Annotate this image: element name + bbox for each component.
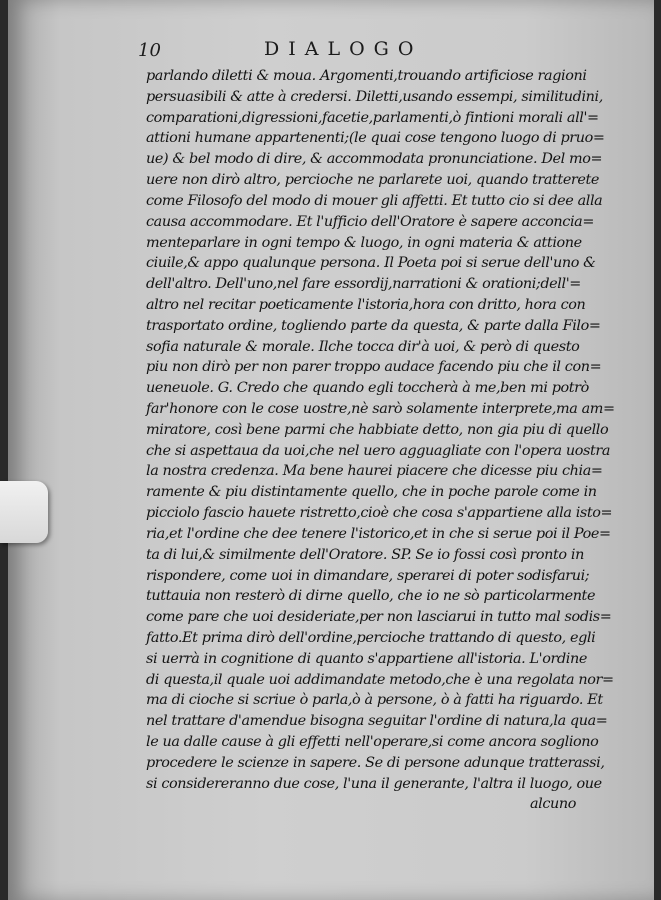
text-line: rispondere, come uoi in dimandare, sperarei di poter sodisfarui; <box>146 567 590 584</box>
text-line: ma di cioche si scriue ò parla,ò à persone, ò à fatti ha riguardo. Et <box>146 692 603 709</box>
text-line: altro nel recitar poeticamente l'istoria,hora con dritto, hora con <box>146 296 586 313</box>
catchword: alcuno <box>529 796 576 813</box>
text-line: ueneuole. G. Credo che quando egli toccherà à me,ben mi potrò <box>146 380 589 397</box>
text-line: la nostra credenza. Ma bene haurei piacere che dicesse piu chia= <box>146 463 603 480</box>
text-line: sofia naturale & morale. Ilche tocca dir'à uoi, & però di questo <box>146 338 580 355</box>
text-line: ue) & bel modo di dire, & accommodata pronunciatione. Del mo= <box>146 151 603 168</box>
text-line: ta di lui,& similmente dell'Oratore. SP. Se io fossi così pronto in <box>146 546 584 563</box>
body-text <box>146 66 615 815</box>
text-line: come Filosofo del modo di mouer gli affetti. Et tutto cio si dee alla <box>146 192 603 209</box>
text-line: miratore, così bene parmi che habbiate detto, non gia piu di quello <box>146 421 609 438</box>
text-line: dell'altro. Dell'uno,nel fare essordij,narrationi & orationi;dell'= <box>146 276 581 293</box>
text-line: ramente & piu distintamente quello, che in poche parole come in <box>146 484 597 501</box>
text-line: le ua dalle cause à gli effetti nell'operare,si come ancora sogliono <box>146 734 599 750</box>
text-line: ria,et l'ordine che dee tenere l'istorico,et in che si serue poi il Poe= <box>146 525 611 542</box>
text-line: attioni humane appartenenti;(le quai cose tengono luogo di pruo= <box>146 130 605 147</box>
text-line: persuasibili & atte à credersi. Diletti,usando essempi, similitudini, <box>146 88 603 105</box>
text-line: causa accommodare. Et l'ufficio dell'Oratore è sapere acconcia= <box>146 213 594 230</box>
book-page <box>8 0 654 900</box>
page-number: 10 <box>138 40 161 61</box>
text-line: come pare che uoi desideriate,per non lasciarui in tutto mal sodis= <box>146 609 612 626</box>
page-tab[interactable] <box>0 481 48 543</box>
text-line: far'honore con le cose uostre,nè sarò solamente interprete,ma am= <box>146 401 615 417</box>
text-line: che si aspettaua da uoi,che nel uero agguagliate con l'opera uostra <box>146 442 611 459</box>
text-line: parlando diletti & moua. Argomenti,trouando artificiose ragioni <box>146 68 587 84</box>
text-line: tuttauia non resterò di dirne quello, che io ne sò particolarmente <box>146 588 596 605</box>
text-line: comparationi,digressioni,facetie,parlamenti,ò fintioni morali all'= <box>146 109 599 126</box>
text-line: piu non dirò per non parer troppo audace facendo piu che il con= <box>146 359 602 376</box>
text-line: di questa,il quale uoi addimandate metodo,che è una regolata nor= <box>146 671 614 688</box>
text-line: uere non dirò altro, percioche ne parlarete uoi, quando tratterete <box>146 172 600 189</box>
text-line: menteparlare in ogni tempo & luogo, in ogni materia & attione <box>146 234 582 251</box>
page-header <box>136 38 576 68</box>
text-line: picciolo fascio hauete ristretto,cioè che cosa s'appartiene alla isto= <box>146 505 613 522</box>
text-line: si uerrà in cognitione di quanto s'appartiene all'istoria. L'ordine <box>146 650 587 667</box>
text-line: trasportato ordine, togliendo parte da questa, & parte dalla Filo= <box>146 317 601 334</box>
text-line: procedere le scienze in sapere. Se di persone adunque tratterassi, <box>146 754 605 771</box>
text-line: ciuile,& appo qualunque persona. Il Poeta poi si serue dell'uno & <box>146 255 596 272</box>
text-line: fatto.Et prima dirò dell'ordine,percioche trattando di questo, egli <box>146 629 596 646</box>
running-head: DIALOGO <box>264 38 423 60</box>
text-line: si considereranno due cose, l'una il generante, l'altra il luogo, oue <box>146 775 602 792</box>
text-line: nel trattare d'amendue bisogna seguitar l'ordine di natura,la qua= <box>146 713 608 730</box>
